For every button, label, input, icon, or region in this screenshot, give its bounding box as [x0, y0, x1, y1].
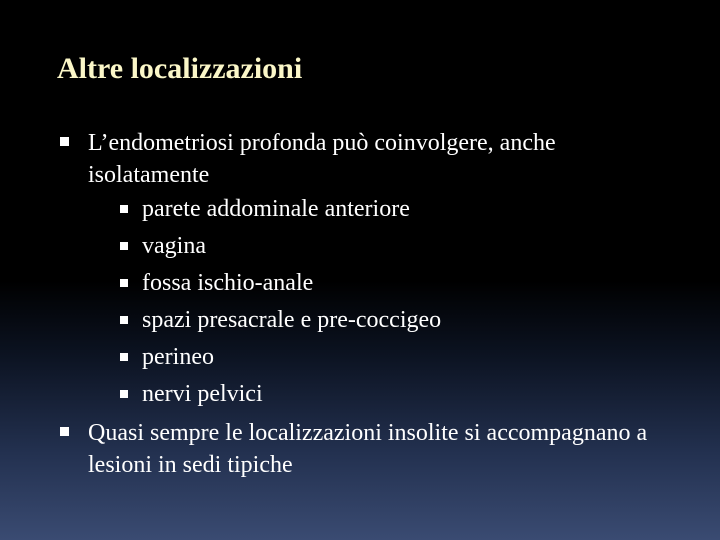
sub-bullet-list	[88, 191, 670, 413]
hollow-square-icon	[120, 279, 128, 287]
hollow-square-icon	[120, 353, 128, 361]
sub-bullet-text: vagina	[142, 233, 206, 259]
sub-bullet-item	[88, 376, 670, 413]
filled-square-icon	[60, 427, 69, 436]
hollow-square-icon	[120, 242, 128, 250]
bullet-item	[60, 417, 670, 481]
sub-bullet-item	[88, 228, 670, 265]
hollow-square-icon	[120, 390, 128, 398]
slide-title: Altre localizzazioni	[57, 52, 303, 85]
hollow-square-icon	[120, 205, 128, 213]
bullet-list	[60, 127, 670, 485]
sub-bullet-item	[88, 339, 670, 376]
hollow-square-icon	[120, 316, 128, 324]
sub-bullet-text: fossa ischio-anale	[142, 270, 314, 296]
sub-bullet-item	[88, 191, 670, 228]
sub-bullet-text: parete addominale anteriore	[142, 196, 410, 222]
bullet-text: L’endometriosi profonda può coinvolgere, anche isolatamente	[88, 130, 556, 188]
sub-bullet-text: perineo	[142, 344, 214, 370]
sub-bullet-item	[88, 302, 670, 339]
bullet-item	[60, 127, 670, 413]
filled-square-icon	[60, 137, 69, 146]
sub-bullet-item	[88, 265, 670, 302]
sub-bullet-text: spazi presacrale e pre-coccigeo	[142, 307, 442, 333]
sub-bullet-text: nervi pelvici	[142, 381, 263, 407]
bullet-text: Quasi sempre le localizzazioni insolite si accompagnano a lesioni in sedi tipiche	[88, 420, 648, 478]
